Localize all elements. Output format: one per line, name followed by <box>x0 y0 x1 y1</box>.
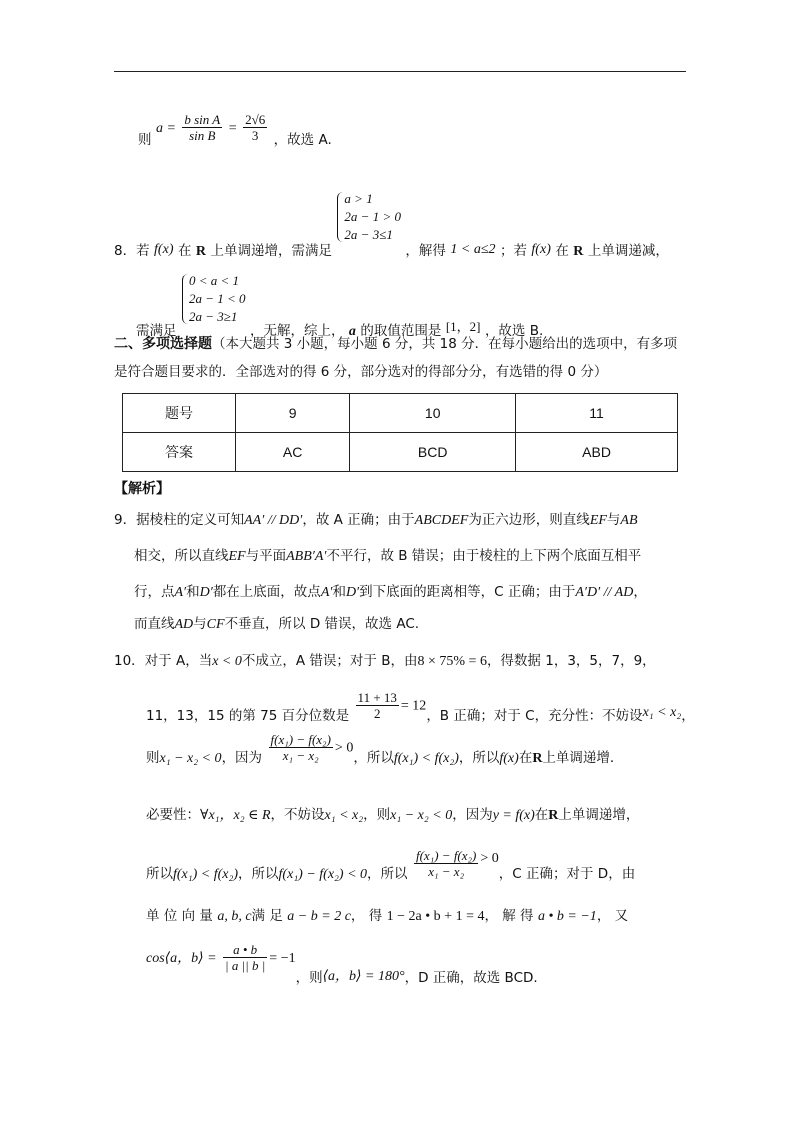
table-row <box>123 394 678 433</box>
inequality-system-2: 0 < a < 1 2a − 1 < 0 2a − 3≥1 <box>181 272 246 326</box>
analysis-heading: 【解析】 <box>114 481 170 497</box>
question-10-line-4: 必要性：∀x₁，x₂ ∈ R，不妨设x₁ < x₂，则x₁ − x₂ < 0，因为y = f(x)在R上单调递增， <box>146 807 640 823</box>
question-10-line-6: 单 位 向 量 a, b, c满 足 a − b = 2 c， 得 1 − 2a • b + 1 = 4， 解 得 a • b = −1， 又 <box>146 908 629 924</box>
question-9-line-4: 而直线AD与CF不垂直，所以 D 错误，故选 AC. <box>134 616 420 632</box>
fraction: $\frac{11 + 13}{2}$ <box>357 690 397 721</box>
table-cell: 答案 <box>123 433 236 472</box>
fraction: $\frac{\text{f(x₁) − f(x₂)}}{\text{x₁ − x₂}}$ <box>270 732 331 763</box>
section-2-line-2: 是符合题目要求的．全部选对的得 6 分，部分选对的得部分分，有选错的得 0 分） <box>114 364 608 380</box>
header-rule <box>114 71 686 72</box>
table-cell: 10 <box>350 394 516 433</box>
answer-table <box>122 393 678 472</box>
question-10-line-2: 11，13，15 的第 75 百分位数是 $\frac{11 + 13}{2}$ = 12，B 正确；对于 C，充分性：不妨设x₁ < x₂， <box>146 690 695 724</box>
text: ，故选 A. <box>273 131 332 148</box>
table-cell: ABD <box>516 433 678 472</box>
table-cell: 9 <box>236 394 350 433</box>
table-cell: 题号 <box>123 394 236 433</box>
question-8-line-2: 需满足 0 < a < 1 2a − 1 < 0 2a − 3≥1 ，无解，综上， a 的取值范围是 [1，2] ，故选 B. <box>136 273 544 339</box>
top-result-line: 则 a = $\frac{\text{b sin A}}{\text{sin B}}$ = $\frac{2√6}{3}$ ，故选 A. <box>138 112 332 148</box>
question-8-line-1: 8．若 f(x) 在 R 上单调递增，需满足 a > 1 2a − 1 > 0 2a − 3≤1 ，解得 1 < a≤2 ；若 f(x) 在 R 上单调递减， <box>114 191 669 259</box>
section-title: 二、多项选择题 <box>114 336 212 352</box>
question-9-line-3: 行，点A′和D′都在上底面，故点A′和D′到下底面的距离相等，C 正确；由于A′D′ // AD， <box>134 584 647 600</box>
table-row <box>123 433 678 472</box>
inequality-system-1: a > 1 2a − 1 > 0 2a − 3≤1 <box>336 190 401 244</box>
table-cell: BCD <box>350 433 516 472</box>
question-9-line-2: 相交，所以直线EF与平面ABB′A′不平行，故 B 错误；由于棱柱的上下两个底面互相平 <box>134 548 642 564</box>
fraction: $\frac{a • b}{| a || b |}$ <box>225 942 266 973</box>
section-2-line-1: 二、多项选择题（本大题共 3 小题，每小题 6 分，共 18 分．在每小题给出的选项中，有多项 <box>114 336 678 352</box>
fraction: $\frac{2√6}{3}$ <box>245 112 266 143</box>
question-9-line-1: 9．据棱柱的定义可知AA′ // DD′，故 A 正确；由于ABCDEF为正六边形，则直线EF与AB <box>114 512 638 528</box>
question-10-line-3: 则x₁ − x₂ < 0，因为 $\frac{\text{f(x₁) − f(x₂)}}{\text{x₁ − x₂}}$ > 0，所以f(x₁) < f(x₂)，所以f(x)在R上单调递增． <box>146 732 624 766</box>
fraction: $\frac{\text{b sin A}}{\text{sin B}}$ <box>184 112 221 143</box>
question-10-line-7: cos⟨a，b⟩ = $\frac{a • b}{| a || b |}$ = −1，则⟨a，b⟩ = 180°，D 正确，故选 BCD. <box>146 942 538 986</box>
fraction: $\frac{\text{f(x₁) − f(x₂)}}{\text{x₁ − x₂}}$ <box>415 848 477 879</box>
question-10-line-5: 所以f(x₁) < f(x₂)，所以f(x₁) − f(x₂) < 0，所以 $\frac{\text{f(x₁) − f(x₂)}}{\text{x₁ − x₂}}$ > 0，C 正确；对于 D，由 <box>146 848 636 882</box>
table-cell: AC <box>236 433 350 472</box>
text: 则 <box>138 131 152 148</box>
table-cell: 11 <box>516 394 678 433</box>
math: a = <box>155 120 176 136</box>
question-10-line-1: 10．对于 A，当x < 0不成立，A 错误；对于 B，由8 × 75% = 6，得数据 1，3，5，7，9， <box>114 653 656 669</box>
